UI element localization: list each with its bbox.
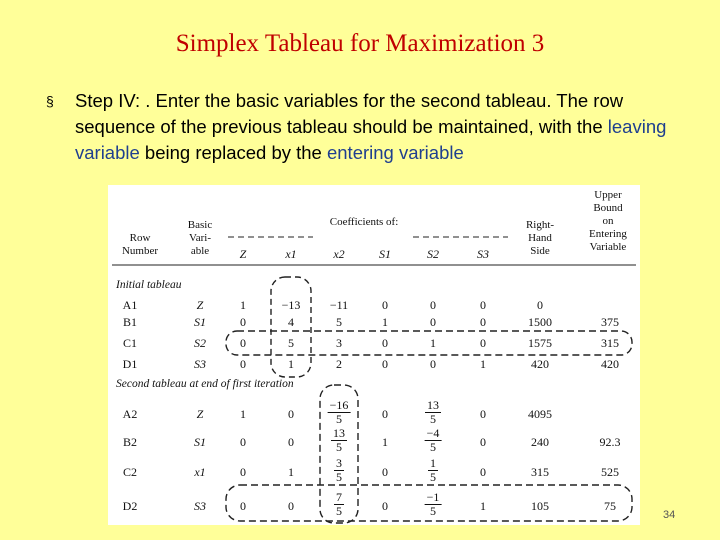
second-fraction-x2-denominator: 5 — [336, 504, 342, 518]
initial-cell: 0 — [382, 357, 388, 371]
second-cell-z: 0 — [240, 435, 246, 449]
initial-row-label: D1 — [122, 357, 138, 371]
initial-upper-bound: 375 — [601, 315, 619, 329]
second-fraction-s2 — [425, 399, 441, 426]
initial-cell: 0 — [382, 336, 388, 350]
second-fraction-x2-numerator: 7 — [336, 490, 342, 504]
second-fraction-x2 — [331, 427, 347, 454]
second-cell-rhs: 105 — [531, 499, 549, 513]
bullet-text-part-1: Step IV: . Enter the basic variables for the second tableau. The row sequence of the previous tableau should be maintained, with the — [75, 90, 624, 137]
second-fraction-x2-denominator: 5 — [336, 412, 342, 426]
second-fraction-s2 — [428, 457, 438, 484]
second-row-label: C2 — [122, 465, 138, 479]
second-cell-z: 1 — [240, 407, 246, 421]
header-rhs: Right- Hand Side — [525, 219, 555, 257]
header-col-z: Z — [239, 247, 247, 261]
initial-cell: 1 — [430, 336, 436, 350]
section-initial-tableau: Initial tableau — [116, 279, 182, 291]
header-col-x2: x2 — [333, 247, 345, 261]
initial-cell: 1575 — [528, 336, 552, 350]
section-second-tableau: Second tableau at end of first iteration — [116, 378, 294, 390]
second-fraction-x2-denominator: 5 — [336, 440, 342, 454]
initial-cell: 1500 — [528, 315, 552, 329]
initial-cell: 0 — [480, 315, 486, 329]
initial-cell: 1 — [382, 315, 388, 329]
second-basic-variable: Z — [196, 407, 204, 421]
second-fraction-x2 — [334, 457, 344, 484]
bullet-marker: § — [46, 93, 54, 109]
header-basic-variable: Basic Vari- able — [187, 219, 213, 257]
initial-cell: 5 — [336, 315, 342, 329]
slide-title: Simplex Tableau for Maximization 3 — [175, 30, 545, 57]
second-fraction-x2-denominator: 5 — [336, 470, 342, 484]
initial-basic-variable: S1 — [194, 315, 206, 329]
initial-upper-bound: 315 — [601, 336, 619, 350]
bullet-text-part-2: being replaced by the — [139, 142, 327, 163]
second-cell-x1: 0 — [288, 407, 294, 421]
second-cell-rhs: 315 — [531, 465, 549, 479]
header-col-s3: S3 — [477, 247, 489, 261]
second-fraction-x2-numerator: 3 — [336, 456, 342, 470]
header-col-s2: S2 — [427, 247, 439, 261]
page-number: 34 — [663, 509, 676, 521]
initial-cell: 0 — [240, 336, 246, 350]
initial-cell: 1 — [288, 357, 294, 371]
second-cell-z: 0 — [240, 465, 246, 479]
second-basic-variable: x1 — [194, 465, 206, 479]
second-basic-variable: S3 — [194, 499, 206, 513]
second-fraction-x2 — [334, 491, 344, 518]
entering-variable-term: entering variable — [326, 142, 464, 163]
initial-cell: 1 — [480, 357, 486, 371]
second-fraction-s2-denominator: 5 — [430, 412, 436, 426]
initial-cell: 0 — [480, 298, 486, 312]
second-upper-bound: 92.3 — [599, 435, 621, 449]
initial-cell: 420 — [531, 357, 549, 371]
second-fraction-s2-numerator: −4 — [426, 426, 440, 440]
initial-row-label: C1 — [122, 336, 138, 350]
second-fraction-s2-numerator: 13 — [427, 398, 439, 412]
second-fraction-x2 — [328, 399, 351, 426]
header-row-number: Row Number — [121, 232, 159, 257]
second-cell-x1: 0 — [288, 435, 294, 449]
second-fraction-s2-denominator: 5 — [430, 440, 436, 454]
second-fraction-s2-denominator: 5 — [430, 470, 436, 484]
second-basic-variable: S1 — [194, 435, 206, 449]
initial-cell: −11 — [329, 298, 349, 312]
initial-cell: 0 — [382, 298, 388, 312]
second-cell-s1: 0 — [382, 407, 388, 421]
second-cell-s3: 1 — [480, 499, 486, 513]
second-cell-z: 0 — [240, 499, 246, 513]
bullet-text — [75, 88, 706, 166]
second-upper-bound: 525 — [601, 465, 619, 479]
initial-cell: 0 — [240, 357, 246, 371]
initial-cell: 0 — [240, 315, 246, 329]
initial-basic-variable: Z — [196, 298, 204, 312]
header-upper-bound: Upper Bound on Entering Variable — [589, 189, 627, 253]
second-cell-s1: 0 — [382, 465, 388, 479]
second-fraction-x2-numerator: −16 — [329, 398, 349, 412]
second-cell-x1: 0 — [288, 499, 294, 513]
second-row-label: A2 — [122, 407, 138, 421]
initial-row-label: A1 — [122, 298, 138, 312]
second-upper-bound: 75 — [604, 499, 616, 513]
initial-cell: 0 — [430, 315, 436, 329]
second-fraction-s2-denominator: 5 — [430, 504, 436, 518]
simplex-tableau-image — [108, 185, 640, 525]
second-fraction-s2-numerator: −1 — [426, 490, 440, 504]
second-cell-s3: 0 — [480, 407, 486, 421]
initial-basic-variable: S3 — [194, 357, 206, 371]
second-cell-s1: 0 — [382, 499, 388, 513]
initial-cell: 0 — [430, 357, 436, 371]
second-cell-s3: 0 — [480, 435, 486, 449]
header-coefficients: Coefficients of: — [329, 216, 399, 228]
second-cell-s1: 1 — [382, 435, 388, 449]
second-fraction-s2 — [425, 491, 442, 518]
second-fraction-s2 — [425, 427, 442, 454]
header-col-x1: x1 — [285, 247, 297, 261]
initial-cell: −13 — [281, 298, 301, 312]
initial-cell: 5 — [288, 336, 294, 350]
second-row-label: B2 — [122, 435, 138, 449]
initial-cell: 3 — [336, 336, 342, 350]
initial-basic-variable: S2 — [194, 336, 206, 350]
leaving-variable-term: leaving variable — [75, 116, 667, 163]
initial-cell: 0 — [537, 298, 543, 312]
initial-cell: 4 — [288, 315, 294, 329]
bullet-point — [46, 88, 706, 166]
second-cell-s3: 0 — [480, 465, 486, 479]
second-cell-rhs: 4095 — [528, 407, 552, 421]
initial-cell: 0 — [480, 336, 486, 350]
second-fraction-s2-numerator: 1 — [430, 456, 436, 470]
second-row-label: D2 — [122, 499, 138, 513]
second-cell-rhs: 240 — [531, 435, 549, 449]
initial-upper-bound: 420 — [601, 357, 619, 371]
initial-row-label: B1 — [122, 315, 138, 329]
initial-cell: 1 — [240, 298, 246, 312]
header-col-s1: S1 — [379, 247, 391, 261]
pivot-row-oval-initial — [226, 331, 632, 355]
initial-cell: 2 — [336, 357, 342, 371]
initial-cell: 0 — [430, 298, 436, 312]
second-fraction-x2-numerator: 13 — [333, 426, 345, 440]
second-cell-x1: 1 — [288, 465, 294, 479]
